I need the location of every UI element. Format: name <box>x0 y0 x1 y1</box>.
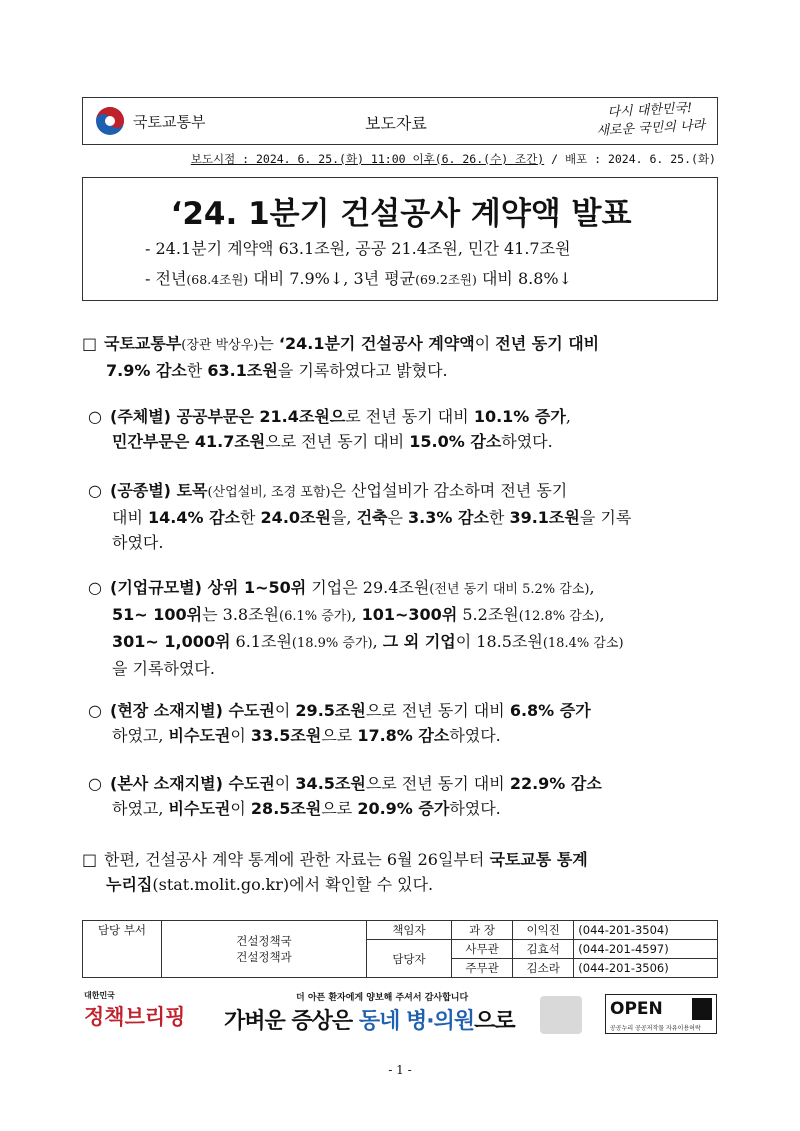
text-bold: 전년 동기 대비 <box>495 334 600 353</box>
paragraph-by-work-type <box>88 478 722 555</box>
text-bold: 그 외 기업 <box>382 632 456 651</box>
text-small: (장관 박상우) <box>181 338 259 353</box>
text-bold: ‘24.1분기 건설공사 계약액 <box>278 334 475 353</box>
text: , <box>565 407 571 426</box>
slogan-line-1: 다시 대한민국! <box>607 100 693 121</box>
circle-bullet: ○ <box>88 701 102 720</box>
text: 대비 <box>112 508 148 527</box>
subtitle-2 <box>145 266 572 289</box>
text: 는 3.8조원 <box>202 605 280 624</box>
open-license-badge <box>605 994 717 1034</box>
dept-line-1: 건설정책국 <box>236 934 292 948</box>
text-bold: 20.9% 증가 <box>357 799 450 818</box>
text: , <box>599 605 605 624</box>
page-title: ‘24. 1분기 건설공사 계약액 발표 <box>170 196 632 232</box>
paragraph-by-company-size <box>88 575 722 681</box>
text-bold: 28.5조원 <box>250 799 322 818</box>
subtitle-1: - 24.1분기 계약액 63.1조원, 공공 21.4조원, 민간 41.7조원 <box>145 239 571 258</box>
contact-name-cell: 김소라 <box>513 959 574 978</box>
dept-name-cell <box>162 921 367 978</box>
text: 는 <box>258 334 279 353</box>
text-bold: (현장 소재지별) 수도권 <box>110 701 275 720</box>
slogan <box>595 99 705 141</box>
text-small: (6.1% 증가) <box>279 609 352 624</box>
government-logo-icon <box>95 106 125 136</box>
text-bold: (주체별) 공공부문은 21.4조원으 <box>110 407 346 426</box>
text: 으로 전년 동기 대비 <box>365 701 510 720</box>
banner-text: 으로 <box>474 1009 515 1034</box>
text: , <box>351 605 362 624</box>
text-small: (18.9% 증가) <box>291 636 373 651</box>
text-bold: 15.0% 감소 <box>409 432 502 451</box>
paragraph-stats-link <box>82 847 722 897</box>
text-bold: 14.4% 감소 <box>148 508 240 527</box>
paragraph-by-entity <box>88 404 722 454</box>
text-bold: 국토교통부 <box>104 334 182 353</box>
text-bold: 3.3% 감소 <box>408 508 489 527</box>
banner-caption: 더 아픈 환자에게 양보해 주셔서 감사합니다 <box>296 993 469 1003</box>
org-name: 국토교통부 <box>133 113 206 131</box>
contact-phone-cell: (044-201-3506) <box>574 959 718 978</box>
text: 한편, 건설공사 계약 통계에 관한 자료는 6월 26일부터 <box>104 850 490 869</box>
contact-title-cell: 사무관 <box>452 940 513 959</box>
distribution-time: / 배포 : 2024. 6. 25.(화) <box>544 152 716 166</box>
text: , <box>589 578 595 597</box>
policy-logo-text: 정책브리핑 <box>84 1005 186 1029</box>
text-bold: 비수도권 <box>168 799 231 818</box>
release-info <box>191 151 716 167</box>
text: 로 전년 동기 대비 <box>345 407 474 426</box>
text: 은 <box>387 508 409 527</box>
text-bold: 누리집 <box>106 875 153 894</box>
text-bold: 51~ 100위 <box>112 605 203 624</box>
contact-title-cell: 과 장 <box>452 921 513 940</box>
text-bold: 비수도권 <box>168 726 231 745</box>
text: 이 <box>230 799 251 818</box>
header-box <box>82 97 718 145</box>
text: 으로 전년 동기 대비 <box>365 774 510 793</box>
text-bold: 17.8% 감소 <box>357 726 450 745</box>
text: 으로 전년 동기 대비 <box>265 432 410 451</box>
text-bold: (본사 소재지별) 수도권 <box>110 774 275 793</box>
text: 기업은 29.4조원 <box>306 578 430 597</box>
text: 을 기록하였다고 밝혔다. <box>277 361 448 380</box>
banner-highlight: 동네 병·의원 <box>358 1009 475 1034</box>
text: 이 <box>274 701 296 720</box>
text: 이 <box>474 334 496 353</box>
circle-bullet: ○ <box>88 774 102 793</box>
policy-logo-small: 대한민국 <box>84 990 115 1000</box>
text: 은 산업설비가 감소하며 전년 동기 <box>330 481 568 500</box>
square-bullet: □ <box>82 334 98 353</box>
circle-bullet: ○ <box>88 578 102 597</box>
dept-line-2: 건설정책과 <box>236 950 292 964</box>
contact-name-cell: 김효석 <box>513 940 574 959</box>
text-bold: 22.9% 감소 <box>509 774 602 793</box>
text: 한 <box>240 508 261 527</box>
subtitle-2-part: (68.4조원) <box>186 272 249 287</box>
text-bold: 6.8% 증가 <box>509 701 591 720</box>
text: 이 18.5조원 <box>455 632 543 651</box>
title-box <box>82 177 718 301</box>
paragraph-by-site-location <box>88 698 722 748</box>
policy-briefing-logo <box>84 990 185 1031</box>
text-bold: 민간부문은 41.7조원 <box>112 432 266 451</box>
open-label: OPEN <box>610 999 663 1019</box>
slogan-line-2: 새로운 국민의 나라 <box>596 118 706 139</box>
subtitle-2-part: 대비 7.9%↓, 3년 평균 <box>248 269 416 288</box>
subtitle-2-part: 대비 8.8%↓ <box>476 269 572 288</box>
open-caption: 공공누리 공공저작물 자유이용허락 <box>610 1025 701 1032</box>
text: 한 <box>488 508 510 527</box>
text: 으로 <box>321 799 358 818</box>
role-head-cell: 책임자 <box>367 921 452 940</box>
circle-bullet: ○ <box>88 481 102 500</box>
text-bold: 29.5조원 <box>295 701 366 720</box>
table-row <box>83 921 718 940</box>
paragraph-summary <box>82 331 722 383</box>
text: 하였다. <box>112 533 164 552</box>
text-bold: (기업규모별) 상위 1~50위 <box>110 578 307 597</box>
text-bold: 39.1조원 <box>509 508 580 527</box>
text: 하였다. <box>449 726 501 745</box>
text: 을 기록 <box>579 508 632 527</box>
text: 하였다. <box>501 432 553 451</box>
text-small: (18.4% 감소) <box>542 636 624 651</box>
page-number: - 1 - <box>388 1063 412 1077</box>
text: 5.2조원 <box>457 605 519 624</box>
release-time: 보도시점 : 2024. 6. 25.(화) 11:00 이후(6. 26.(수) 조간) <box>190 152 545 166</box>
text: 하였고, <box>112 799 169 818</box>
subtitle-2-part: (69.2조원) <box>415 272 477 287</box>
stats-url-text: (stat.molit.go.kr)에서 확인할 수 있다. <box>152 875 434 894</box>
subtitle-2-part: - 전년 <box>145 269 187 288</box>
banner-image <box>540 996 582 1034</box>
text-bold: 7.9% 감소 <box>106 361 187 380</box>
text-bold: 34.5조원 <box>295 774 366 793</box>
text: , <box>372 632 383 651</box>
text: 으로 <box>321 726 358 745</box>
text: 을 기록하였다. <box>112 659 215 678</box>
contact-phone-cell: (044-201-3504) <box>574 921 718 940</box>
text-bold: 건축 <box>356 508 388 527</box>
banner-headline <box>224 1004 515 1035</box>
text: 이 <box>274 774 296 793</box>
paragraph-by-hq-location <box>88 771 722 821</box>
text-bold: 국토교통 통계 <box>489 850 588 869</box>
text: 을, <box>330 508 357 527</box>
square-bullet: □ <box>82 850 98 869</box>
contact-name-cell: 이익진 <box>513 921 574 940</box>
text-small: (12.8% 감소) <box>518 609 600 624</box>
text: 하였다. <box>449 799 501 818</box>
dept-label-cell: 담당 부서 <box>83 921 162 978</box>
text-bold: 24.0조원 <box>260 508 331 527</box>
text-bold: 63.1조원 <box>207 361 278 380</box>
text-bold: (공종별) 토목 <box>110 481 208 500</box>
circle-bullet: ○ <box>88 407 102 426</box>
contact-title-cell: 주무관 <box>452 959 513 978</box>
text-bold: 10.1% 증가 <box>473 407 566 426</box>
text: 한 <box>186 361 208 380</box>
text-bold: 301~ 1,000위 <box>112 632 231 651</box>
role-staff-cell: 담당자 <box>367 940 452 978</box>
contact-phone-cell: (044-201-4597) <box>574 940 718 959</box>
text: 하였고, <box>112 726 169 745</box>
text-bold: 101~300위 <box>361 605 458 624</box>
text-small: (전년 동기 대비 5.2% 감소) <box>429 582 590 597</box>
doc-type-label: 보도자료 <box>365 114 427 133</box>
contact-table <box>82 920 718 978</box>
banner-text: 가벼운 증상은 <box>224 1009 359 1034</box>
text-small: (산업설비, 조경 포함) <box>207 485 331 500</box>
text: 6.1조원 <box>230 632 292 651</box>
text: 이 <box>230 726 251 745</box>
license-type-icon <box>692 998 712 1020</box>
text-bold: 33.5조원 <box>250 726 322 745</box>
